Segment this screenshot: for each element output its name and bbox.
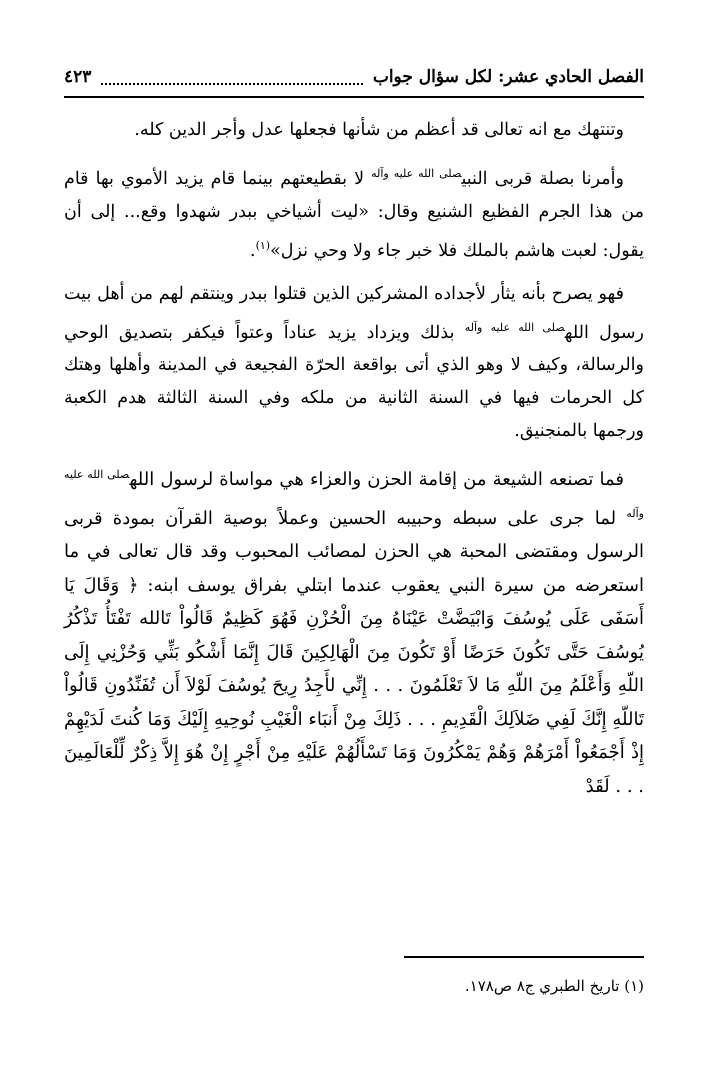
- salawat-glyph: صلى الله عليه وآله: [464, 320, 565, 334]
- paragraph-4: فما تصنعه الشيعة من إقامة الحزن والعزاء هي مواساة لرسول الله$^{صلى الله عليه وآله}$ لما جرى على سبطه وحبيبه الحسين وعملاً بوصية القرآن بمودة قربى الرسول ومقتضى المحبة هي الحزن لمصائب المحبوب وقد قال تعالى في ما استعرضه من سيرة النبي يعقوب عندما ابتلي بفراق يوسف ابنه: ﴿ وَقَالَ يَا أَسَفَى عَلَى يُوسُفَ وَابْيَضَّتْ عَيْنَاهُ مِنَ الْحُزْنِ فَهُوَ كَظِيمٌ قَالُواْ تَالله تَفْتَأُ تَذْكُرُ يُوسُفَ حَتَّى تَكُونَ حَرَضًا أَوْ تَكُونَ مِنَ الْهَالِكِينَ قَالَ إِنَّمَا أَشْكُو بَثِّي وَحُزْنِي إِلَى اللّهِ وَأَعْلَمُ مِنَ اللّهِ مَا لاَ تَعْلَمُونَ . . . إِنِّي لأَجِدُ رِيحَ يُوسُفَ لَوْلاَ أَن تُفَنِّدُونِ قَالُواْ تَاللّهِ إِنَّكَ لَفِي ضَلاَلِكَ الْقَدِيمِ . . . ذَلِكَ مِنْ أَنبَاء الْغَيْبِ نُوحِيهِ إِلَيْكَ وَمَا كُنتَ لَدَيْهِمْ إِذْ أَجْمَعُواْ أَمْرَهُمْ وَهُمْ يَمْكُرُونَ وَمَا تَسْأَلُهُمْ عَلَيْهِ مِنْ أَجْرٍ إِنْ هُوَ إِلاَّ ذِكْرٌ لِّلْعَالَمِينَ . . . لَقَدْ: [64, 468, 644, 797]
- header-divider: [64, 96, 644, 98]
- main-text: [64, 114, 644, 813]
- paragraph-3: فهو يصرح بأنه يثأر لأجداده المشركين الذين قتلوا ببدر وينتقم لهم من أهل بيت رسول الله$^{صلى الله عليه وآله}$ بذلك ويزداد يزيد عناداً وعتواً فيكفر بتصديق الوحي والرسالة، وكيف لا وهو الذي أتى بواقعة الحرّة الفجيعة في المدينة وأهلها وهتك كل الحرمات فيها في السنة الثانية من ملكه وفي السنة الثالثة هدم الكعبة ورجمها بالمنجنيق.: [64, 283, 644, 442]
- paragraph-1: وتنتهك مع انه تعالى قد أعظم من شأنها فجعلها عدل وأجر الدين كله.: [134, 120, 624, 140]
- running-header: [64, 62, 644, 92]
- chapter-title: الفصل الحادي عشر: لكل سؤال جواب: [372, 67, 644, 87]
- book-page: [64, 56, 644, 1066]
- footnote-reference[interactable]: (١): [255, 238, 271, 252]
- footnote-divider: [404, 956, 644, 958]
- header-leader-dots: [101, 69, 362, 85]
- salawat-glyph: صلى الله عليه وآله: [64, 468, 644, 520]
- salawat-glyph: صلى الله عليه وآله: [371, 167, 462, 180]
- footnote-1: (١) تاريخ الطبري ج٨ ص١٧٨.: [464, 977, 644, 995]
- paragraph-2: وأمرنا بصلة قربى النبي$^{صلى الله عليه وآله}$ لا بقطيعتهم بينما قام يزيد الأموي بها قام من هذا الجرم الفظيع الشنيع وقال: «ليت أشياخي ببدر شهدوا وقع... إلى أن يقول: لعبت هاشم بالملك فلا خبر جاء ولا وحي نزل»$^{(١)}$.: [64, 167, 644, 261]
- page-number: ٤٢٣: [64, 67, 92, 87]
